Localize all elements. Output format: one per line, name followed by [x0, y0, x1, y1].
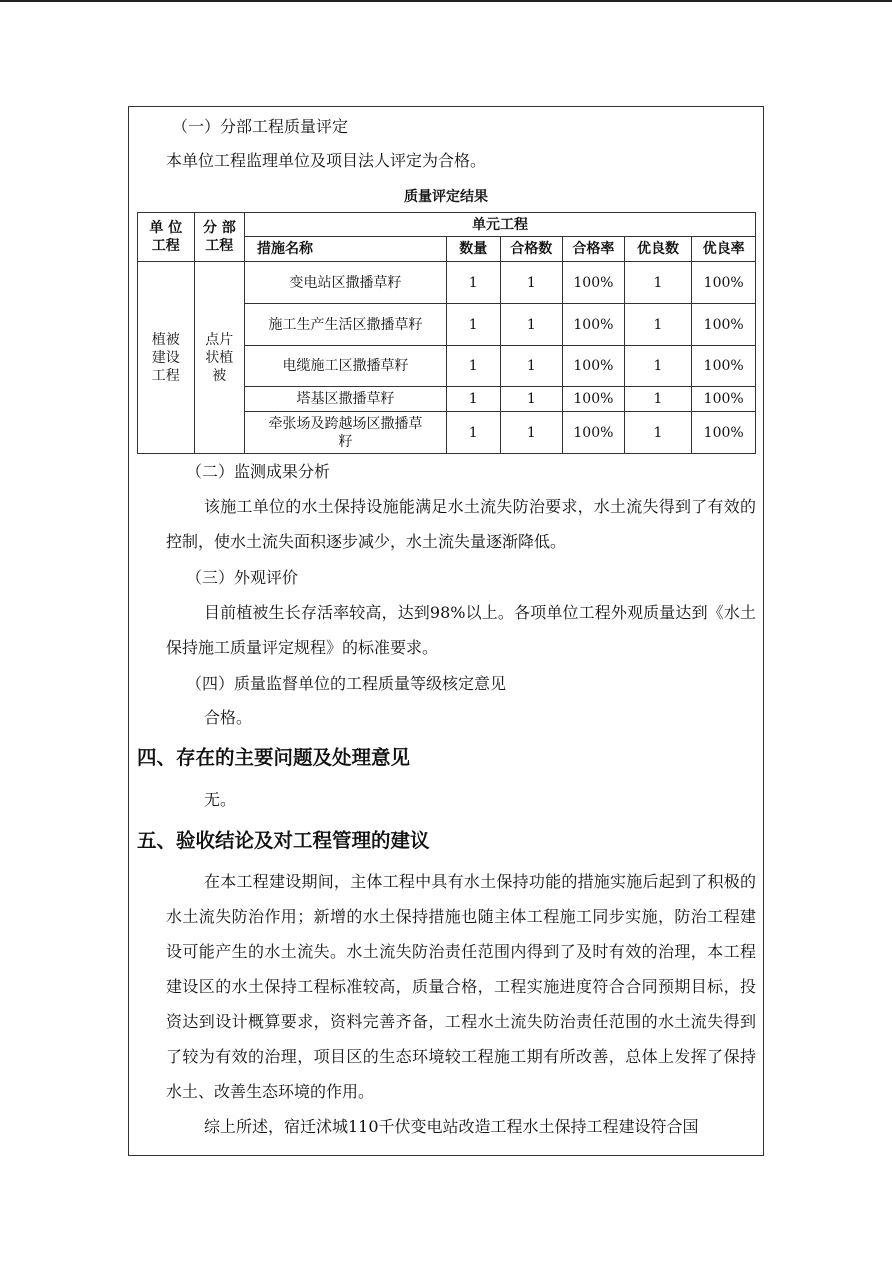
pass-rate-cell: 100% [563, 304, 625, 346]
header-element: 单元工程 [245, 213, 756, 237]
pass-count-cell: 1 [500, 412, 563, 454]
pass-count-cell: 1 [500, 387, 563, 412]
section-1-title: （一）分部工程质量评定 [172, 117, 349, 136]
heading-4-text: 无。 [204, 790, 237, 809]
pass-count-cell: 1 [500, 262, 563, 304]
pass-count-cell: 1 [500, 346, 563, 387]
count-cell: 1 [446, 346, 500, 387]
section-2-title: （二）监测成果分析 [186, 462, 331, 481]
count-cell: 1 [446, 262, 500, 304]
header-excellent-rate: 优良率 [692, 237, 756, 262]
section-4-title: （四）质量监督单位的工程质量等级核定意见 [186, 674, 507, 693]
pass-rate-cell: 100% [563, 262, 625, 304]
header-pass-count: 合格数 [500, 237, 563, 262]
excellent-count-cell: 1 [624, 412, 692, 454]
measure-name: 电缆施工区撒播草籽 [245, 346, 447, 387]
excellent-count-cell: 1 [624, 346, 692, 387]
measure-name: 塔基区撒播草籽 [245, 387, 447, 412]
count-cell: 1 [446, 304, 500, 346]
table-row [138, 262, 756, 304]
measure-name: 牵张场及跨越场区撒播草 籽 [245, 412, 447, 454]
section-3-title: （三）外观评价 [186, 568, 299, 587]
excellent-count-cell: 1 [624, 304, 692, 346]
excellent-rate-cell: 100% [692, 412, 756, 454]
quality-table [137, 212, 756, 454]
summary-paragraph: 综上所述，宿迁沭城110千伏变电站改造工程水土保持工程建设符合国 [204, 1117, 699, 1136]
header-unit-project: 单 位 工程 [138, 213, 195, 262]
excellent-rate-cell: 100% [692, 304, 756, 346]
pass-rate-cell: 100% [563, 346, 625, 387]
section-4-text: 合格。 [204, 708, 253, 727]
header-measure: 措施名称 [245, 237, 447, 262]
count-cell: 1 [446, 412, 500, 454]
header-pass-rate: 合格率 [563, 237, 625, 262]
measure-name: 施工生产生活区撒播草籽 [245, 304, 447, 346]
excellent-rate-cell: 100% [692, 387, 756, 412]
section-3-text: 目前植被生长存活率较高，达到98%以上。各项单位工程外观质量达到《水土保持施工质量评定规程》的标准要求。 [166, 603, 756, 657]
pass-rate-cell: 100% [563, 412, 625, 454]
measure-name: 变电站区撒播草籽 [245, 262, 447, 304]
header-count: 数量 [446, 237, 500, 262]
unit-project-cell: 植被 建设 工程 [138, 262, 195, 454]
table-caption: 质量评定结果 [404, 189, 488, 205]
pass-count-cell: 1 [500, 304, 563, 346]
pass-rate-cell: 100% [563, 387, 625, 412]
header-sub-project: 分 部 工程 [194, 213, 244, 262]
heading-4: 四、存在的主要问题及处理意见 [137, 746, 411, 769]
section-1-text: 本单位工程监理单位及项目法人评定为合格。 [166, 151, 487, 170]
excellent-count-cell: 1 [624, 262, 692, 304]
heading-5: 五、验收结论及对工程管理的建议 [137, 829, 430, 852]
page-top-rule [0, 0, 892, 2]
conclusion-paragraph: 在本工程建设期间，主体工程中具有水土保持功能的措施实施后起到了积极的水土流失防治作用；新增的水土保持措施也随主体工程施工同步实施，防治工程建设可能产生的水土流失。水土流失防治责任范围内得到了及时有效的治理，本工程建设区的水土保持工程标准较高，质量合格，工程实施进度符合合同预期目标，投资达到设计概算要求，资料完善齐备，工程水土流失防治责任范围的水土流失得到了较为有效的治理，项目区的生态环境较工程施工期有所改善，总体上发挥了保持水土、改善生态环境的作用。 [166, 872, 756, 1101]
section-2-text: 该施工单位的水土保持设施能满足水土流失防治要求，水土流失得到了有效的控制，使水土流失面积逐步减少，水土流失量逐渐降低。 [166, 497, 756, 551]
sub-project-cell: 点片 状植 被 [194, 262, 244, 454]
header-excellent-count: 优良数 [624, 237, 692, 262]
count-cell: 1 [446, 387, 500, 412]
excellent-rate-cell: 100% [692, 262, 756, 304]
excellent-rate-cell: 100% [692, 346, 756, 387]
excellent-count-cell: 1 [624, 387, 692, 412]
